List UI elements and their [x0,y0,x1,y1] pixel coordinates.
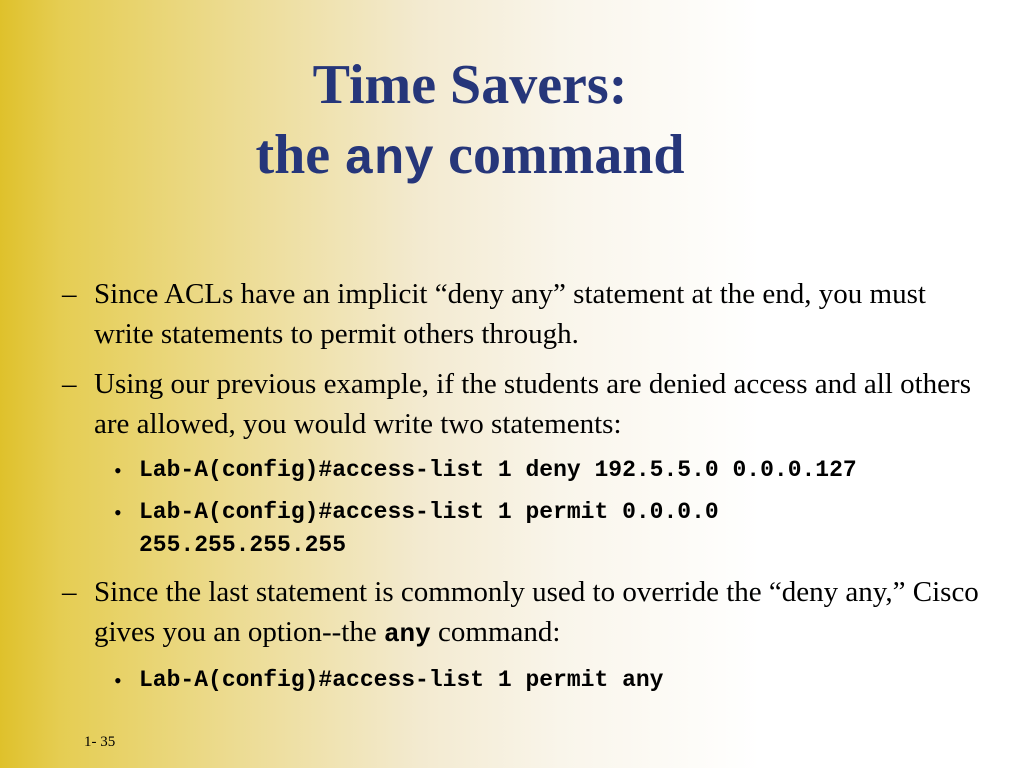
code-line-permit-all [62,496,859,562]
slide-body [62,274,982,707]
bullet-text-suffix: command: [438,616,561,648]
code-text: Lab-A(config)#access-list 1 permit any [139,667,664,693]
code-line-deny [62,454,859,487]
title-suffix: command [448,124,685,186]
bullet-text: Since ACLs have an implicit “deny any” statement at the end, you must write statements to permit others through. [94,278,926,350]
bullet-dot: • [114,500,122,525]
bullet-any-option [62,572,982,654]
title-any-code: any [344,132,435,189]
inline-any-code: any [383,619,431,649]
code-list-two-statements [62,454,982,562]
code-list-any [62,664,982,697]
slide-title [0,50,940,196]
title-prefix: the [255,124,331,186]
bullet-implicit-deny [62,274,982,354]
code-line-permit-any [62,664,859,697]
title-line-2 [0,120,940,196]
title-line-1: Time Savers: [312,54,628,116]
bullet-dot: • [114,668,122,693]
bullet-text-prefix: Since the last statement is commonly used to override the “deny any,” Cisco gives you an option--the [94,576,979,648]
page-number: 1- 35 [84,734,116,750]
code-text: Lab-A(config)#access-list 1 permit 0.0.0.0 255.255.255.255 [139,499,719,558]
dash-marker: – [62,368,77,400]
bullet-text: Using our previous example, if the students are denied access and all others are allowed, you would write two statements: [94,368,971,440]
dash-marker: – [62,278,77,310]
bullet-dot: • [114,458,122,483]
dash-marker: – [62,576,77,608]
bullet-previous-example [62,364,982,444]
code-text: Lab-A(config)#access-list 1 deny 192.5.5.0 0.0.0.127 [139,457,857,483]
